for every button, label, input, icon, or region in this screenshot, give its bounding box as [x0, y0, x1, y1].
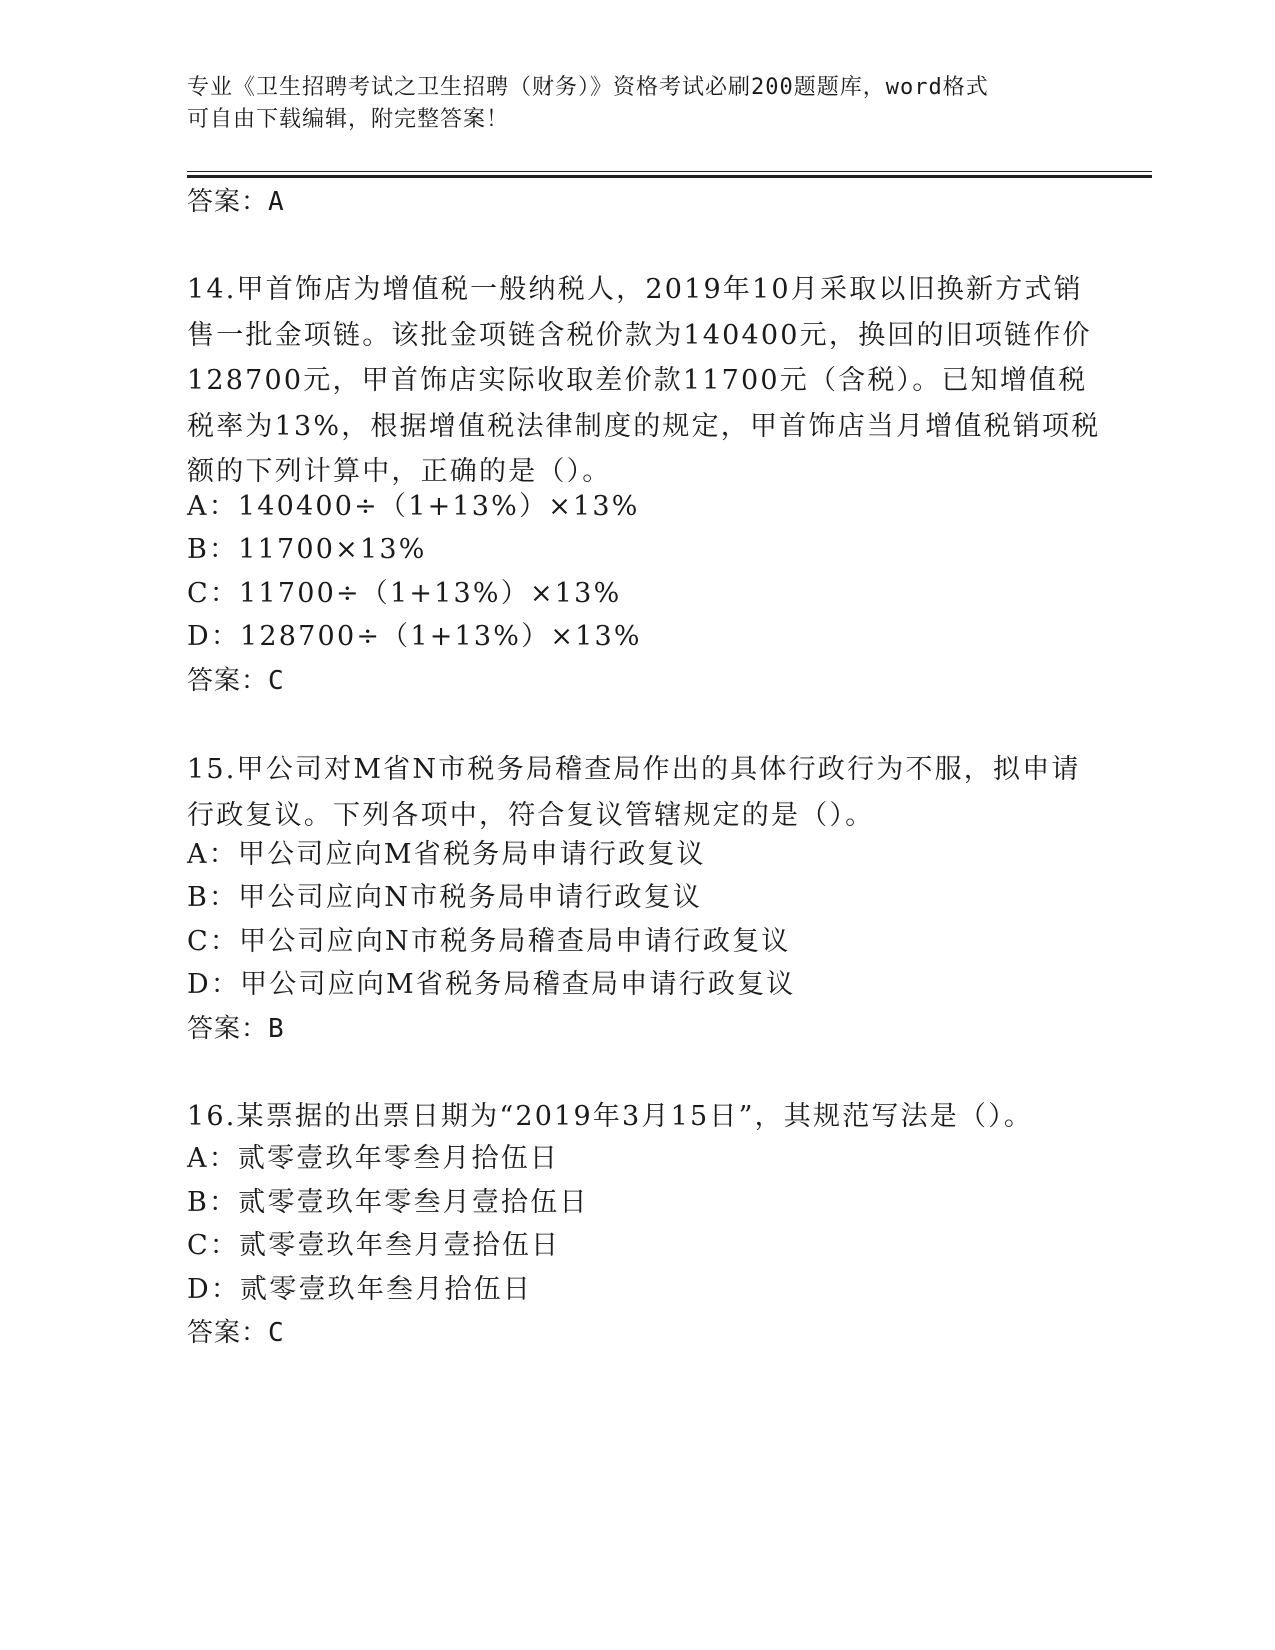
question-15-option-b: B：甲公司应向N市税务局申请行政复议 — [187, 882, 703, 913]
question-14-option-b: B：11700×13% — [187, 534, 427, 565]
question-15-option-d: D：甲公司应向M省税务局稽查局申请行政复议 — [187, 969, 796, 1000]
question-15-stem — [187, 747, 1087, 838]
stem-line: 16.某票据的出票日期为“2019年3月15日”，其规范写法是（）。 — [187, 1101, 1034, 1132]
question-14-option-c: C：11700÷（1+13%）×13% — [187, 578, 622, 609]
stem-line: 128700元，甲首饰店实际收取差价款11700元（含税）。已知增值税 — [187, 365, 1088, 396]
stem-line: 15.甲公司对M省N市税务局稽查局作出的具体行政行为不服，拟申请 — [187, 754, 1081, 785]
question-16-option-c: C：贰零壹玖年叁月壹拾伍日 — [187, 1230, 561, 1261]
stem-line: 额的下列计算中，正确的是（）。 — [187, 456, 612, 487]
stem-line: 行政复议。下列各项中，符合复议管辖规定的是（）。 — [187, 799, 875, 831]
stem-line: 14.甲首饰店为增值税一般纳税人，2019年10月采取以旧换新方式销 — [187, 274, 1083, 305]
question-16-option-b: B：贰零壹玖年零叁月壹拾伍日 — [187, 1187, 589, 1218]
previous-answer: 答案：A — [187, 187, 285, 217]
question-14-stem — [187, 267, 1101, 495]
question-16-stem — [187, 1094, 1087, 1140]
question-14-option-d: D：128700÷（1+13%）×13% — [187, 621, 642, 652]
header-divider-thin — [187, 171, 1152, 172]
stem-line: 税率为13%，根据增值税法律制度的规定，甲首饰店当月增值税销项税 — [187, 410, 1101, 442]
header-line-1: 专业《卫生招聘考试之卫生招聘（财务）》资格考试必刷200题题库，word格式 — [187, 75, 989, 100]
question-14-answer: 答案：C — [187, 666, 285, 696]
question-16-option-a: A：贰零壹玖年零叁月拾伍日 — [187, 1143, 560, 1174]
question-16-answer: 答案：C — [187, 1318, 285, 1348]
stem-line: 售一批金项链。该批金项链含税价款为140400元，换回的旧项链作价 — [187, 319, 1092, 351]
question-15-option-a: A：甲公司应向M省税务局申请行政复议 — [187, 839, 706, 870]
question-15-option-c: C：甲公司应向N市税务局稽查局申请行政复议 — [187, 926, 791, 957]
question-16-option-d: D：贰零壹玖年叁月拾伍日 — [187, 1274, 533, 1305]
question-15-answer: 答案：B — [187, 1014, 285, 1044]
question-14-option-a: A：140400÷（1+13%）×13% — [187, 491, 640, 522]
document-header — [187, 72, 1087, 136]
header-divider-thick — [187, 175, 1152, 178]
header-line-2: 可自由下载编辑，附完整答案！ — [187, 107, 510, 132]
